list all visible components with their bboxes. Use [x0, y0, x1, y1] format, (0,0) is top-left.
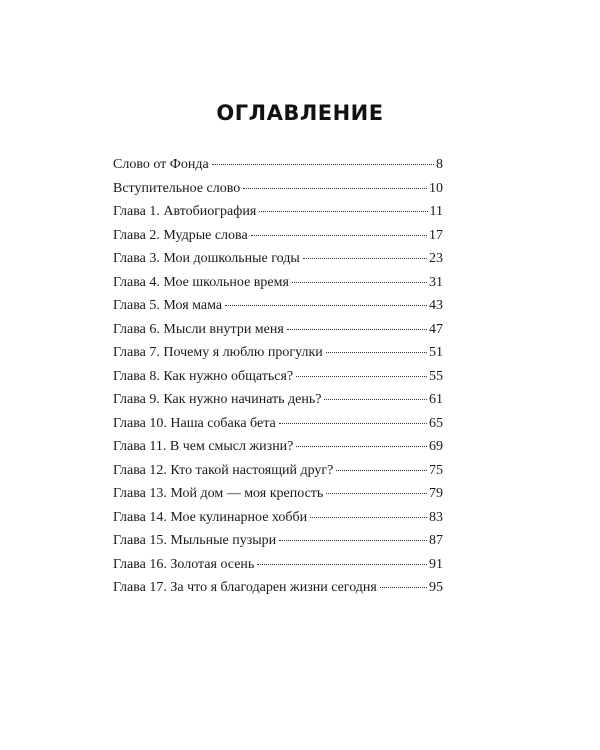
- toc-entry-title: Глава 10. Наша собака бета: [113, 415, 276, 431]
- dot-leader: [251, 235, 427, 236]
- toc-entry: [113, 415, 443, 439]
- toc-entry: [113, 579, 443, 603]
- toc-entry: [113, 156, 443, 180]
- toc-entry-page-number: 11: [429, 204, 443, 219]
- toc-entry: [113, 368, 443, 392]
- toc-entry-title: Глава 6. Мысли внутри меня: [113, 321, 284, 337]
- toc-entry-title: Глава 7. Почему я люблю прогулки: [113, 345, 323, 360]
- dot-leader: [287, 329, 427, 330]
- dot-leader: [225, 305, 427, 306]
- toc-entry-page-number: 23: [429, 251, 443, 266]
- toc-entry-page-number: 95: [429, 580, 443, 595]
- toc-entry-page-number: 61: [429, 392, 443, 407]
- dot-leader: [303, 258, 427, 259]
- toc-entry-page-number: 75: [429, 462, 443, 478]
- toc-entry-title: Глава 5. Моя мама: [113, 298, 223, 313]
- toc-entry-title: Глава 15. Мыльные пузыри: [113, 533, 277, 548]
- toc-entry: [113, 532, 443, 556]
- toc-entry-title: Глава 1. Автобиография: [113, 204, 257, 219]
- toc-entry-page-number: 83: [429, 509, 443, 525]
- toc-entry-title: Глава 14. Мое кулинарное хобби: [113, 509, 308, 525]
- toc-entry-title: Глава 9. Как нужно начинать день?: [113, 392, 322, 407]
- toc-entry: [113, 227, 443, 251]
- toc-entry: [113, 274, 443, 298]
- toc-entry-page-number: 55: [429, 368, 443, 384]
- toc-entry: [113, 321, 443, 345]
- dot-leader: [279, 540, 427, 541]
- toc-entry-page-number: 51: [429, 345, 443, 360]
- dot-leader: [336, 470, 427, 471]
- dot-leader: [310, 517, 427, 518]
- dot-leader: [296, 446, 427, 447]
- toc-entry-page-number: 43: [429, 298, 443, 313]
- page-title: ОГЛАВЛЕНИЕ: [216, 101, 384, 125]
- toc-entry-title: Глава 11. В чем смысл жизни?: [113, 439, 294, 454]
- toc-entry: [113, 344, 443, 368]
- dot-leader: [243, 188, 427, 189]
- toc-entry-title: Глава 17. За что я благодарен жизни сегодня: [113, 580, 377, 595]
- dot-leader: [279, 423, 427, 424]
- toc-entry-page-number: 91: [429, 556, 443, 572]
- toc-entry-page-number: 69: [429, 439, 443, 454]
- toc-entry: [113, 180, 443, 204]
- table-of-contents: [113, 156, 443, 603]
- dot-leader: [259, 211, 427, 212]
- toc-entry-page-number: 17: [429, 227, 443, 243]
- toc-entry-page-number: 65: [429, 415, 443, 431]
- toc-entry-title: Глава 16. Золотая осень: [113, 556, 255, 572]
- toc-entry-page-number: 31: [429, 274, 443, 290]
- toc-entry-page-number: 10: [429, 180, 443, 196]
- dot-leader: [296, 376, 427, 377]
- toc-entry-title: Слово от Фонда: [113, 157, 209, 172]
- dot-leader: [257, 564, 427, 565]
- toc-entry: [113, 391, 443, 415]
- dot-leader: [324, 399, 427, 400]
- toc-entry-title: Глава 3. Мои дошкольные годы: [113, 251, 300, 266]
- toc-entry-title: Глава 8. Как нужно общаться?: [113, 368, 294, 384]
- toc-entry: [113, 485, 443, 509]
- toc-entry: [113, 438, 443, 462]
- dot-leader: [292, 282, 427, 283]
- toc-entry: [113, 509, 443, 533]
- dot-leader: [326, 352, 427, 353]
- dot-leader: [212, 164, 434, 165]
- dot-leader: [380, 587, 427, 588]
- dot-leader: [326, 493, 427, 494]
- toc-entry-page-number: 8: [436, 157, 443, 172]
- toc-entry-title: Глава 2. Мудрые слова: [113, 227, 248, 243]
- toc-entry-title: Глава 13. Мой дом — моя крепость: [113, 486, 324, 501]
- toc-entry-page-number: 79: [429, 486, 443, 501]
- toc-entry-title: Глава 12. Кто такой настоящий друг?: [113, 462, 334, 478]
- toc-entry: [113, 250, 443, 274]
- toc-entry: [113, 556, 443, 580]
- toc-entry-page-number: 87: [429, 533, 443, 548]
- toc-entry: [113, 462, 443, 486]
- toc-entry-title: Вступительное слово: [113, 180, 241, 196]
- toc-entry: [113, 203, 443, 227]
- toc-entry-page-number: 47: [429, 321, 443, 337]
- toc-entry-title: Глава 4. Мое школьное время: [113, 274, 289, 290]
- toc-entry: [113, 297, 443, 321]
